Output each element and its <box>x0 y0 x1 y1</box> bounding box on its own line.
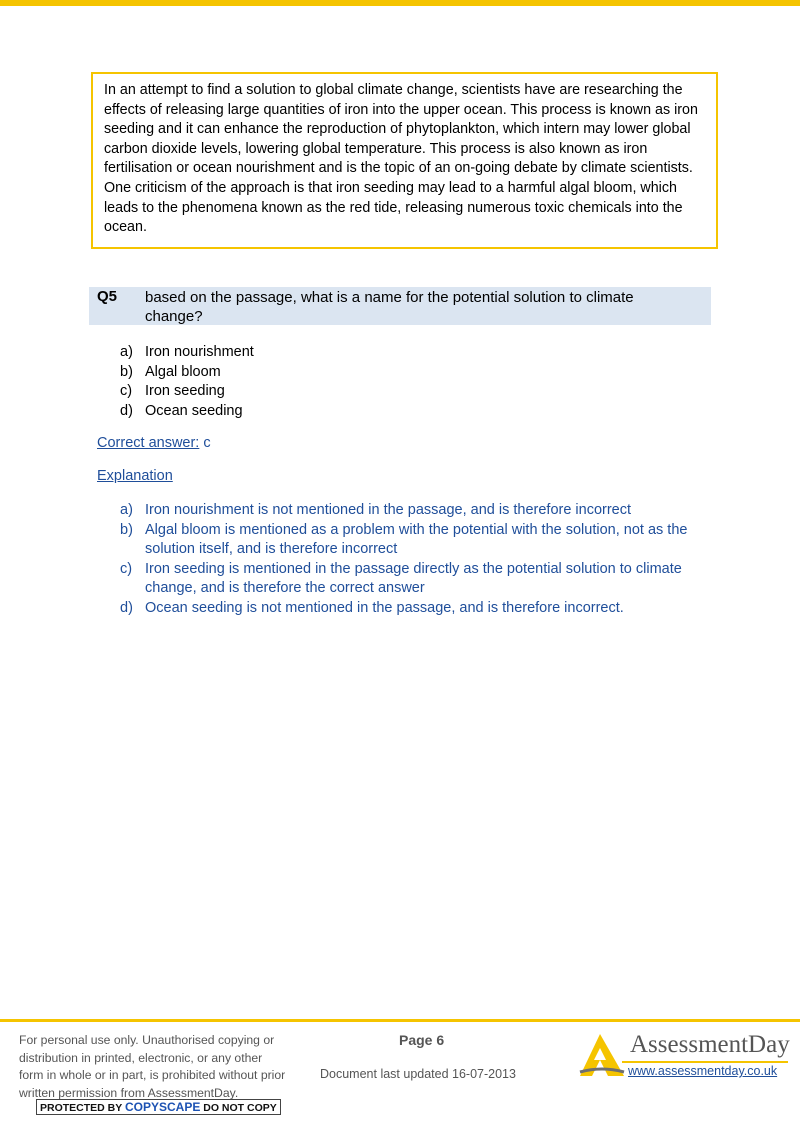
option-b <box>120 363 254 383</box>
option-text: Algal bloom <box>145 363 221 380</box>
option-text: Ocean seeding <box>145 403 243 420</box>
explanation-item-c <box>120 560 710 599</box>
explanation-text: Algal bloom is mentioned as a problem with the potential with the solution, not as the solution itself, and is therefore incorrect <box>145 521 688 558</box>
option-text: Iron nourishment <box>145 344 254 360</box>
explanation-text: Iron nourishment is not mentioned in the passage, and is therefore incorrect <box>145 502 632 518</box>
copyscape-prefix: PROTECTED BY <box>40 1102 125 1114</box>
assessmentday-logo-icon <box>578 1032 626 1078</box>
option-letter: a) <box>120 344 133 360</box>
copyscape-brand: COPYSCAPE <box>124 1100 201 1114</box>
brand-underline <box>622 1061 788 1063</box>
website-link[interactable]: www.assessmentday.co.uk <box>628 1064 778 1078</box>
explanation-item-d <box>120 599 710 619</box>
explanation-item-b <box>120 521 710 560</box>
copyright-notice: For personal use only. Unauthorised copying or distribution in printed, electronic, or any other form in whole or in part, is prohibited without prior written permission from AssessmentDay. <box>19 1033 286 1100</box>
page-number: Page 6 <box>399 1032 445 1048</box>
reading-passage: In an attempt to find a solution to global climate change, scientists have are researching the effects of releasing large quantities of iron into the upper ocean. This process is known as iron seeding and it can enhance the reproduction of phytoplankton, which intern may lower global carbon dioxide levels, lowering global temperature. This process is also known as iron fertilisation or ocean nourishment and is the topic of an on-going debate by climate scientists. One criticism of the approach is that iron seeding may lead to a harmful algal bloom, which leads to the phenomena known as the red tide, releasing numerous toxic chemicals into the ocean. <box>91 72 718 249</box>
explanation-letter: d) <box>120 599 133 616</box>
explanation-list <box>120 501 710 619</box>
explanation-letter: c) <box>120 560 133 577</box>
explanation-text: Ocean seeding is not mentioned in the passage, and is therefore incorrect. <box>145 599 624 616</box>
last-updated: Document last updated 16-07-2013 <box>320 1067 516 1081</box>
correct-answer-value: c <box>199 435 211 451</box>
option-letter: d) <box>120 403 133 420</box>
option-c <box>120 382 254 402</box>
explanation-text: Iron seeding is mentioned in the passage directly as the potential solution to climate change, and is therefore the correct answer <box>145 560 682 597</box>
answer-options <box>120 343 254 422</box>
correct-answer <box>97 435 211 451</box>
top-accent-bar <box>0 0 800 6</box>
footer-accent-bar <box>0 1019 800 1022</box>
explanation-letter: a) <box>120 502 133 518</box>
correct-answer-label: Correct answer: <box>97 435 200 451</box>
option-letter: b) <box>120 363 133 380</box>
explanation-letter: b) <box>120 521 133 538</box>
copyscape-badge[interactable] <box>36 1099 281 1115</box>
option-text: Iron seeding <box>145 383 225 400</box>
option-d <box>120 402 254 422</box>
explanation-item-a <box>120 501 710 521</box>
question-text: based on the passage, what is a name for the potential solution to climate change? <box>145 289 634 325</box>
question-number: Q5 <box>97 288 118 305</box>
brand-name: AssessmentDay <box>630 1031 790 1058</box>
copyscape-suffix: DO NOT COPY <box>200 1102 277 1114</box>
option-letter: c) <box>120 383 133 400</box>
explanation-heading: Explanation <box>97 468 173 484</box>
option-a <box>120 343 254 363</box>
